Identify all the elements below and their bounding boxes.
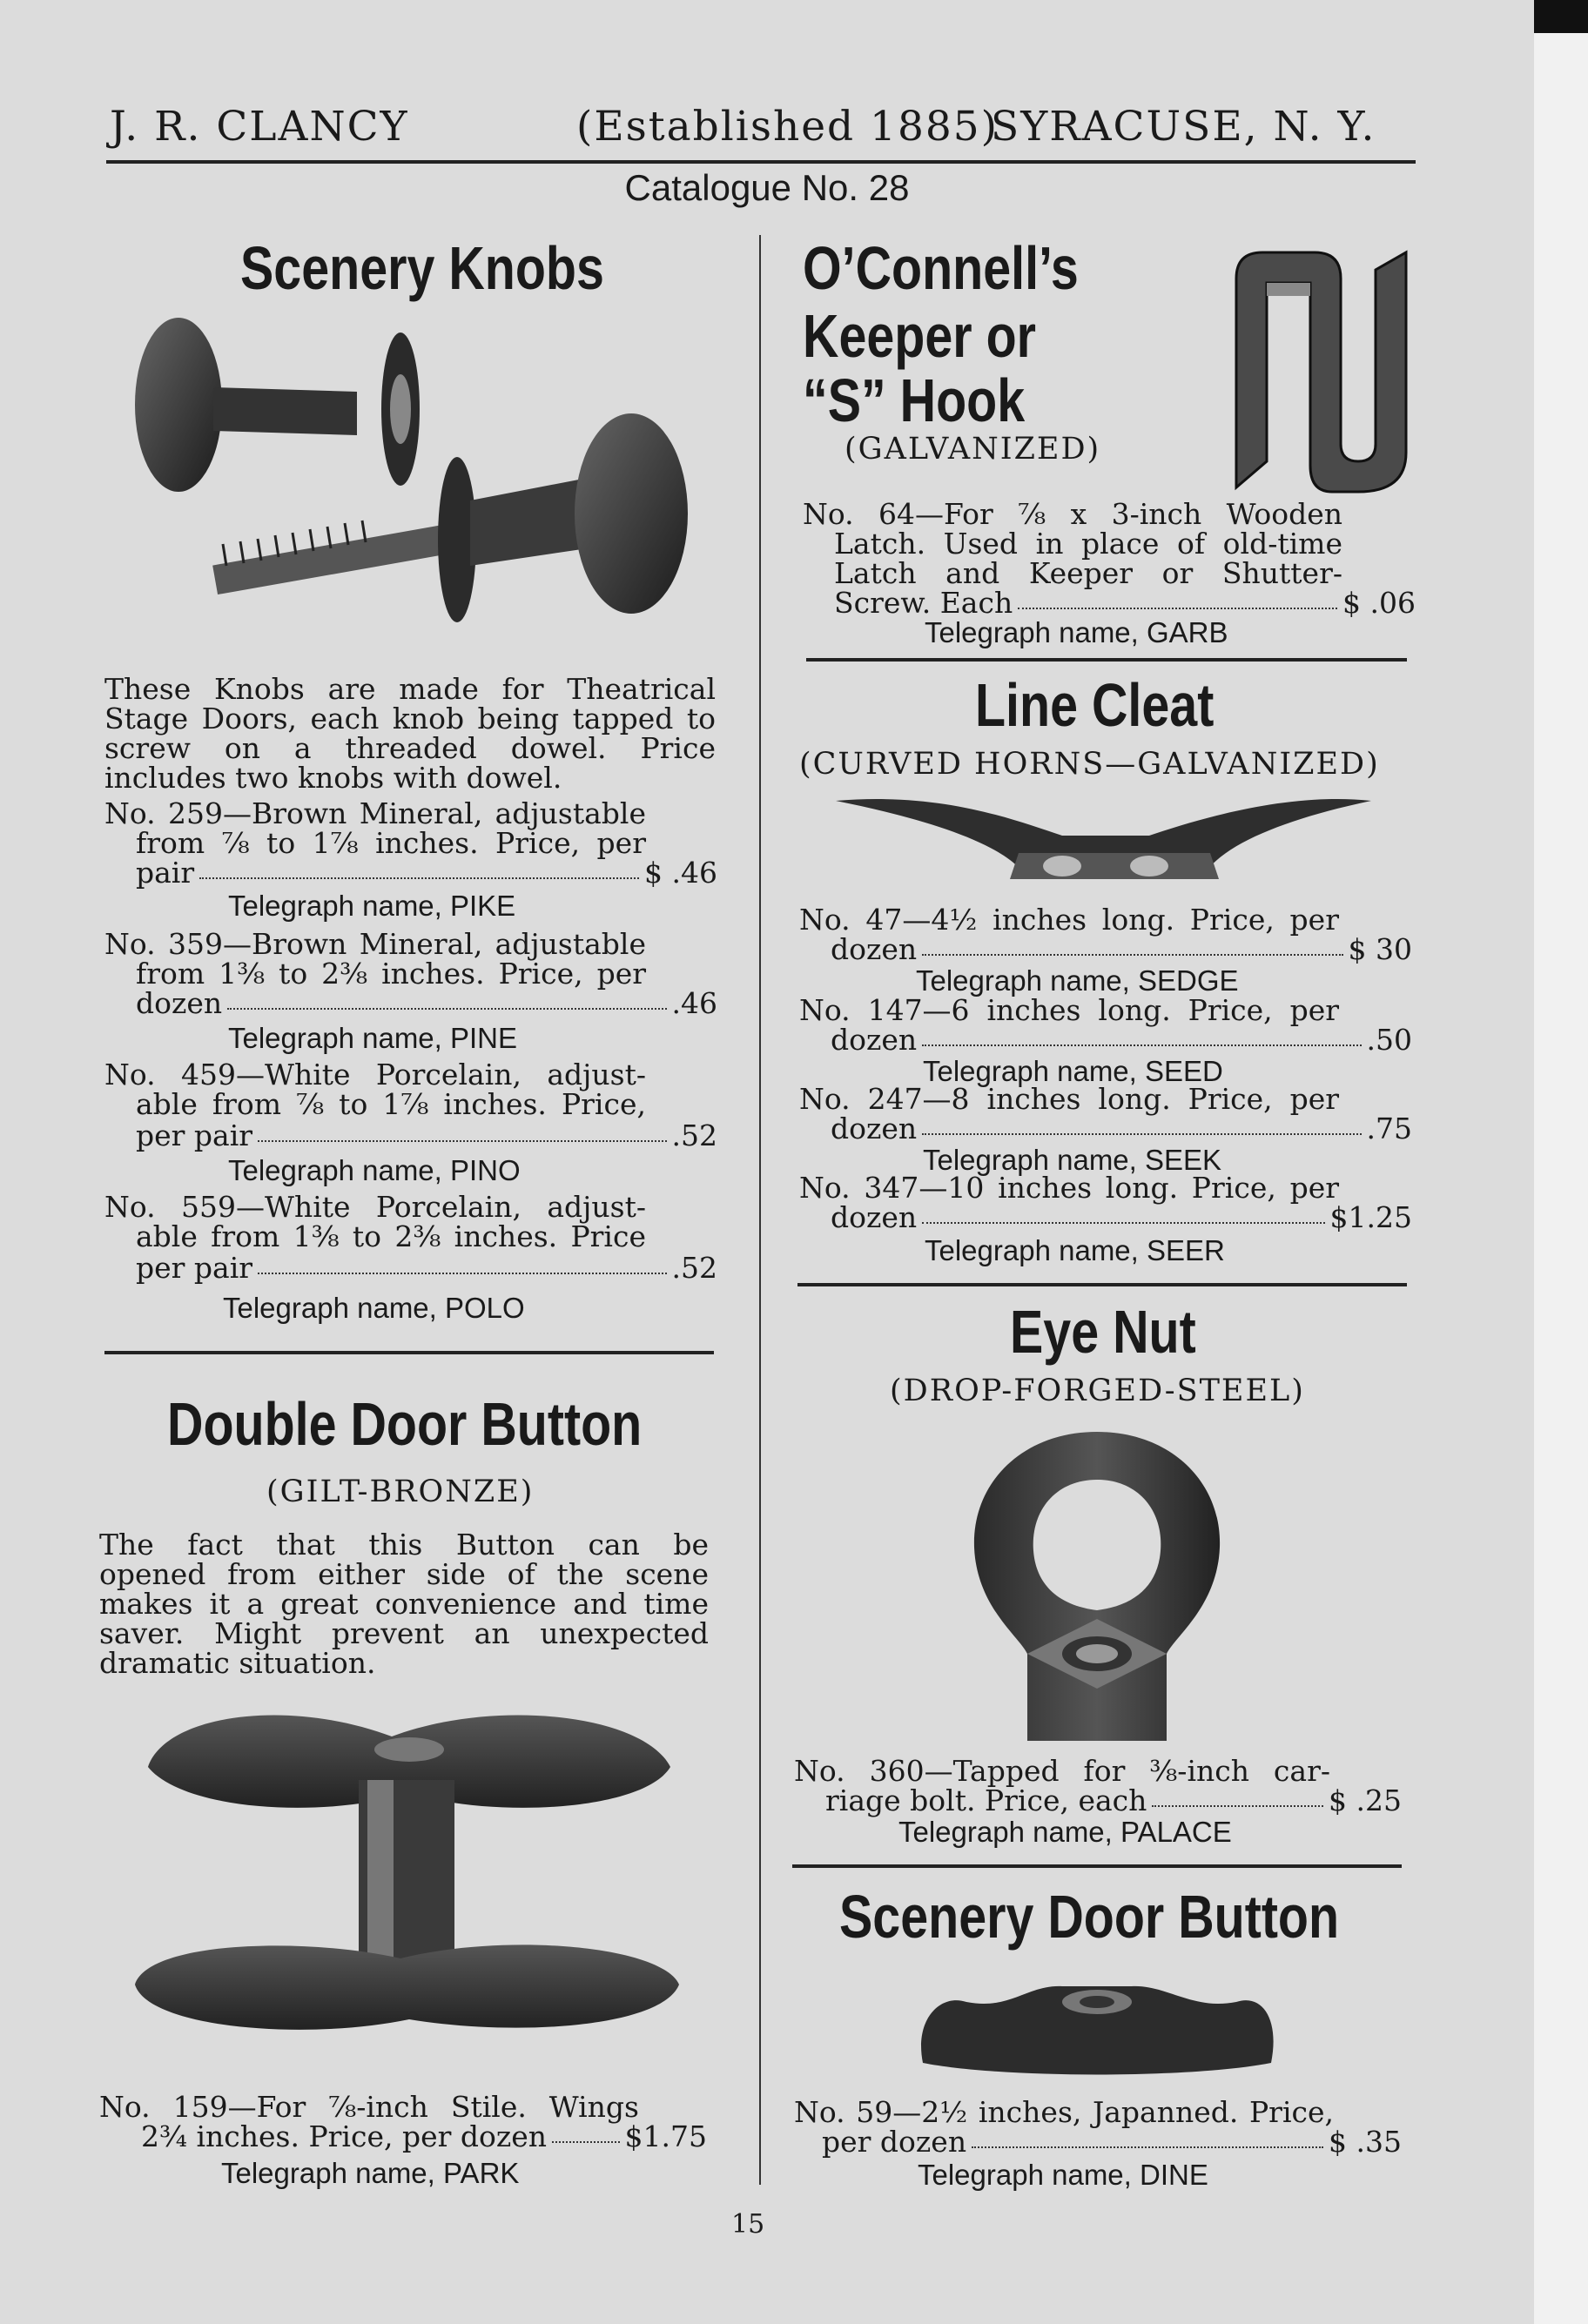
- knob-259-unit: pair: [136, 856, 195, 890]
- double-door-desc-1: The fact that this Button can be: [99, 1528, 709, 1562]
- cleat-147-price: .50: [1366, 1023, 1412, 1057]
- cleat-47-price-row: [831, 932, 1412, 966]
- door-button-159-line1: No. 159—For ⅞-inch Stile. Wings: [99, 2090, 639, 2124]
- scenery-knobs-desc-2: Stage Doors, each knob being tapped to: [104, 702, 716, 735]
- catalogue-number: Catalogue No. 28: [624, 167, 910, 208]
- knob-259-line1: No. 259—Brown Mineral, adjustable: [104, 796, 646, 830]
- knob-359-line2: from 1⅜ to 2⅜ inches. Price, per: [136, 957, 646, 991]
- scenery-knobs-desc-4: includes two knobs with dowel.: [104, 761, 562, 795]
- door-button-59-line2: per dozen: [822, 2125, 967, 2159]
- s-hook-line4: Screw. Each: [834, 586, 1013, 620]
- header-established: (Established 1885): [576, 103, 999, 151]
- door-button-159-telegraph: Telegraph name, PARK: [221, 2157, 520, 2189]
- cleat-247-price-row: [831, 1114, 1412, 1144]
- knob-459-unit: per pair: [136, 1118, 253, 1152]
- knob-259-price-row: [136, 858, 717, 888]
- double-door-button-subtitle: (GILT-BRONZE): [266, 1474, 535, 1509]
- door-button-159-line2: 2¾ inches. Price, per dozen: [141, 2119, 548, 2153]
- s-hook-price: $ .06: [1342, 586, 1416, 620]
- cleat-147-price-row: [831, 1025, 1412, 1055]
- knob-559-line2: able from 1⅜ to 2⅜ inches. Price: [136, 1219, 646, 1253]
- scenery-knobs-desc-3: screw on a threaded dowel. Price: [104, 731, 716, 765]
- knob-459-price: .52: [671, 1118, 717, 1152]
- door-button-159-price-row: [141, 2119, 707, 2153]
- knob-459-line2: able from ⅞ to 1⅞ inches. Price,: [136, 1087, 646, 1121]
- header-rule: [106, 160, 1416, 164]
- cleat-247-unit: dozen: [831, 1112, 918, 1145]
- knob-559-price: .52: [671, 1251, 717, 1285]
- scenery-knobs-illustration: [131, 305, 696, 670]
- double-door-desc-2: opened from either side of the scene: [99, 1557, 709, 1591]
- knob-259-telegraph: Telegraph name, PIKE: [228, 890, 516, 922]
- eye-nut-subtitle: (DROP-FORGED-STEEL): [890, 1374, 1305, 1408]
- door-button-59-price: $ .35: [1329, 2125, 1402, 2159]
- s-hook-rule: [806, 658, 1407, 662]
- door-button-59-price-row: [822, 2127, 1402, 2157]
- cleat-247-telegraph: Telegraph name, SEEK: [923, 1144, 1222, 1176]
- double-door-desc-5: dramatic situation.: [99, 1646, 376, 1680]
- line-cleat-rule: [797, 1283, 1407, 1286]
- s-hook-title-3: “S” Hook: [803, 366, 1026, 434]
- s-hook-title-2: Keeper or: [803, 302, 1036, 370]
- double-door-button-title: Double Door Button: [167, 1390, 643, 1458]
- cleat-147-line1: No. 147—6 inches long. Price, per: [799, 993, 1339, 1027]
- knob-459-price-row: [136, 1118, 717, 1152]
- cleat-347-line1: No. 347—10 inches long. Price, per: [799, 1171, 1339, 1205]
- cleat-347-unit: dozen: [831, 1200, 918, 1234]
- line-cleat-illustration: [836, 783, 1376, 905]
- header-city: SYRACUSE, N. Y.: [991, 103, 1376, 151]
- cleat-347-price-row: [831, 1200, 1412, 1234]
- cleat-247-price: .75: [1366, 1112, 1412, 1145]
- knob-359-price: .46: [671, 986, 717, 1020]
- knob-459-telegraph: Telegraph name, PINO: [228, 1154, 521, 1186]
- knob-459-line1: No. 459—White Porcelain, adjust-: [104, 1058, 646, 1091]
- eye-nut-360-price-row: [825, 1783, 1402, 1817]
- s-hook-line2: Latch. Used in place of old-time: [834, 527, 1342, 561]
- scenery-knobs-title: Scenery Knobs: [240, 234, 604, 302]
- page-edge-tab: [1534, 0, 1588, 33]
- s-hook-illustration: [1228, 244, 1415, 496]
- knob-259-price: $ .46: [644, 856, 717, 890]
- knob-559-unit: per pair: [136, 1251, 253, 1285]
- door-button-159-price: $1.75: [624, 2119, 707, 2153]
- eye-nut-illustration: [966, 1427, 1228, 1750]
- door-button-59-telegraph: Telegraph name, DINE: [918, 2159, 1208, 2191]
- s-hook-telegraph: Telegraph name, GARB: [925, 616, 1228, 648]
- cleat-47-unit: dozen: [831, 932, 918, 966]
- line-cleat-subtitle: (CURVED HORNS—GALVANIZED): [799, 747, 1380, 782]
- cleat-47-telegraph: Telegraph name, SEDGE: [916, 964, 1239, 997]
- cleat-147-unit: dozen: [831, 1023, 918, 1057]
- eye-nut-rule: [792, 1864, 1402, 1868]
- knob-559-telegraph: Telegraph name, POLO: [223, 1292, 525, 1324]
- double-door-button-illustration: [131, 1697, 688, 2063]
- line-cleat-title: Line Cleat: [975, 671, 1215, 739]
- cleat-47-line1: No. 47—4½ inches long. Price, per: [799, 903, 1339, 937]
- header-company: J. R. CLANCY: [110, 103, 409, 151]
- knob-559-line1: No. 559—White Porcelain, adjust-: [104, 1190, 646, 1224]
- left-section-rule: [104, 1351, 714, 1354]
- double-door-desc-3: makes it a great convenience and time: [99, 1587, 709, 1621]
- cleat-247-line1: No. 247—8 inches long. Price, per: [799, 1082, 1339, 1116]
- knob-359-unit: dozen: [136, 986, 223, 1020]
- s-hook-price-row: [834, 588, 1416, 618]
- scenery-door-button-illustration: [914, 1967, 1280, 2080]
- cleat-347-telegraph: Telegraph name, SEER: [925, 1234, 1225, 1266]
- scenery-knobs-desc-1: These Knobs are made for Theatrical: [104, 672, 716, 706]
- knob-359-line1: No. 359—Brown Mineral, adjustable: [104, 927, 646, 961]
- knob-359-telegraph: Telegraph name, PINE: [228, 1022, 518, 1054]
- cleat-147-telegraph: Telegraph name, SEED: [923, 1055, 1223, 1087]
- scenery-door-button-title: Scenery Door Button: [839, 1883, 1340, 1951]
- s-hook-title-1: O’Connell’s: [803, 234, 1079, 302]
- eye-nut-title: Eye Nut: [1010, 1298, 1196, 1366]
- knob-559-price-row: [136, 1253, 717, 1283]
- cleat-47-price: $ 30: [1348, 932, 1412, 966]
- double-door-desc-4: saver. Might prevent an unexpected: [99, 1616, 709, 1650]
- s-hook-line3: Latch and Keeper or Shutter-: [834, 556, 1342, 590]
- door-button-59-line1: No. 59—2½ inches, Japanned. Price,: [794, 2095, 1334, 2129]
- eye-nut-360-telegraph: Telegraph name, PALACE: [898, 1816, 1232, 1848]
- page-number: 15: [731, 2209, 765, 2240]
- eye-nut-360-price: $ .25: [1329, 1783, 1402, 1817]
- s-hook-line1: No. 64—For ⅞ x 3-inch Wooden: [803, 497, 1342, 531]
- knob-259-line2: from ⅞ to 1⅞ inches. Price, per: [136, 826, 646, 860]
- column-divider: [759, 235, 761, 2185]
- knob-359-price-row: [136, 986, 717, 1020]
- page-edge: [1534, 0, 1588, 2324]
- s-hook-subtitle: (GALVANIZED): [844, 432, 1101, 467]
- eye-nut-360-line2: riage bolt. Price, each: [825, 1783, 1147, 1817]
- eye-nut-360-line1: No. 360—Tapped for ⅜-inch car-: [794, 1754, 1330, 1788]
- cleat-347-price: $1.25: [1329, 1200, 1412, 1234]
